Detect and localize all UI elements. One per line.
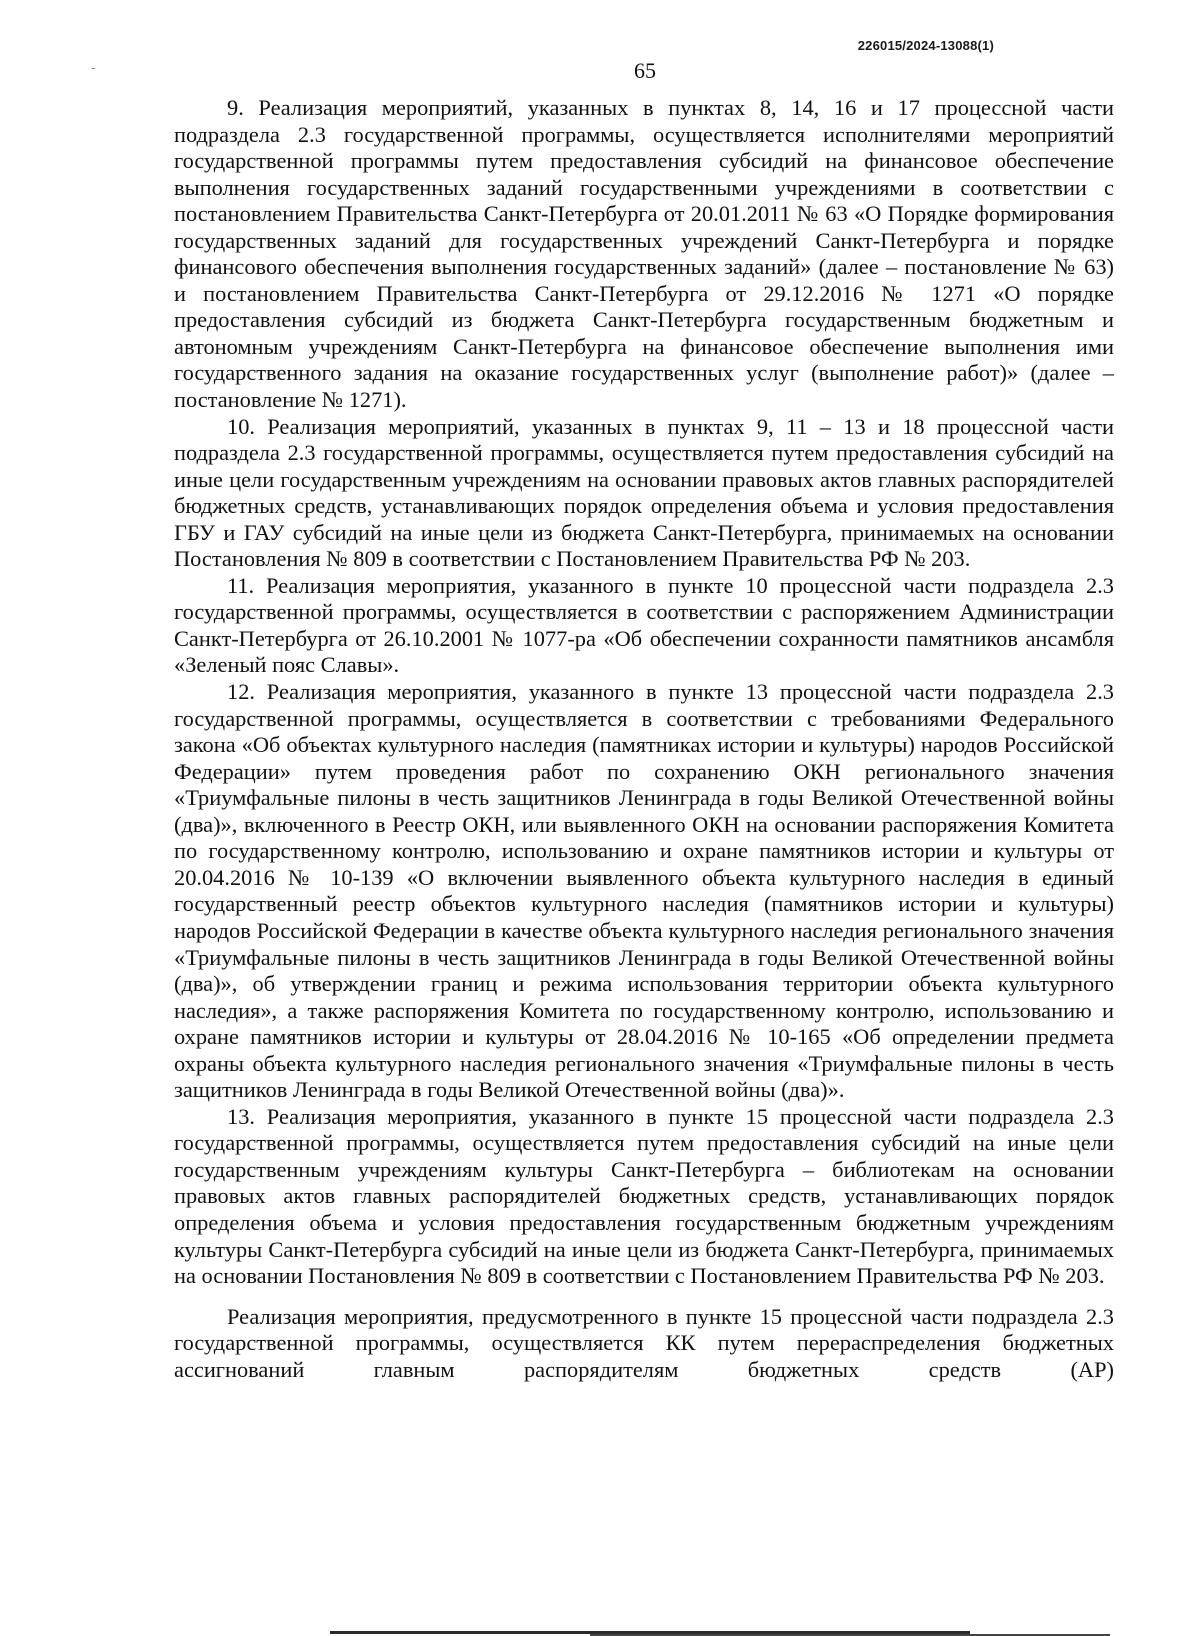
paragraph-12: 12. Реализация мероприятия, указанного в пункте 13 процессной части подраздела 2.3 государственной программы, осуществляется в соответствии с требованиями Федерального закона «Об объектах культурного наследия (памятниках истории и культуры) народов Российской Федерации» путем проведения работ по сохранению ОКН регионального значения «Триумфальные пилоны в честь защитников Ленинграда в годы Великой Отечественной войны (два)», включенного в Реестр ОКН, или выявленного ОКН на основании распоряжения Комитета по государственному контролю, использованию и охране памятников истории и культуры от 20.04.2016 № 10-139 «О включении выявленного объекта культурного наследия в единый государственный реестр объектов культурного наследия (памятников истории и культуры) народов Российской Федерации в качестве объекта культурного наследия регионального значения «Триумфальные пилоны в честь защитников Ленинграда в годы Великой Отечественной войны (два)», об утверждении границ и режима использования территории объекта культурного наследия», а также распоряжения Комитета по государственному контролю, использованию и охране памятников истории и культуры от 28.04.2016 № 10-165 «Об определении предмета охраны объекта культурного наследия регионального значения «Триумфальные пилоны в честь защитников Ленинграда в годы Великой Отечественной войны (два)». [174,679,1114,1103]
document-registration-number: 226015/2024-13088(1) [857,38,994,53]
paragraph-9: 9. Реализация мероприятий, указанных в пунктах 8, 14, 16 и 17 процессной части подраздела 2.3 государственной программы, осуществляется исполнителями мероприятий государственной программы путем предоставления субсидий на финансовое обеспечение выполнения государственных заданий государственными учреждениями в соответствии с постановлением Правительства Санкт-Петербурга от 20.01.2011 № 63 «О Порядке формирования государственных заданий для государственных учреждений Санкт-Петербурга и порядке финансового обеспечения выполнения государственных заданий» (далее – постановление № 63) и постановлением Правительства Санкт-Петербурга от 29.12.2016 № 1271 «О порядке предоставления субсидий из бюджета Санкт-Петербурга государственным бюджетным и автономным учреждениям Санкт-Петербурга на финансовое обеспечение выполнения ими государственного задания на оказание государственных услуг (выполнение работ)» (далее – постановление № 1271). [174,95,1114,413]
paragraph-implementation-note: Реализация мероприятия, предусмотренного в пункте 15 процессной части подраздела 2.3 государственной программы, осуществляется КК путем перераспределения бюджетных ассигнований главным распорядителям бюджетных средств (АР) [174,1303,1114,1382]
paragraph-11: 11. Реализация мероприятия, указанного в пункте 10 процессной части подраздела 2.3 государственной программы, осуществляется в соответствии с распоряжением Администрации Санкт-Петербурга от 26.10.2001 № 1077-ра «Об обеспечении сохранности памятников ансамбля «Зеленый пояс Славы». [174,572,1114,678]
paragraph-13: 13. Реализация мероприятия, указанного в пункте 15 процессной части подраздела 2.3 государственной программы, осуществляется путем предоставления субсидий на иные цели государственным учреждениям культуры Санкт-Петербурга – библиотекам на основании правовых актов главных распорядителей бюджетных средств, устанавливающих порядок определения объема и условия предоставления государственным бюджетным учреждениям культуры Санкт-Петербурга субсидий на иные цели из бюджета Санкт-Петербурга, принимаемых на основании Постановления № 809 в соответствии с Постановлением Правительства РФ № 203. [174,1103,1114,1289]
document-body [174,95,1114,1383]
page-number: 65 [634,58,656,83]
paragraph-10: 10. Реализация мероприятий, указанных в пунктах 9, 11 – 13 и 18 процессной части подраздела 2.3 государственной программы, осуществляется путем предоставления субсидий на иные цели государственным учреждениям на основании правовых актов главных распорядителей бюджетных средств, устанавливающих порядок определения объема и условия предоставления ГБУ и ГАУ субсидий на иные цели из бюджета Санкт-Петербурга, принимаемых на основании Постановления № 809 в соответствии с Постановлением Правительства РФ № 203. [174,413,1114,572]
